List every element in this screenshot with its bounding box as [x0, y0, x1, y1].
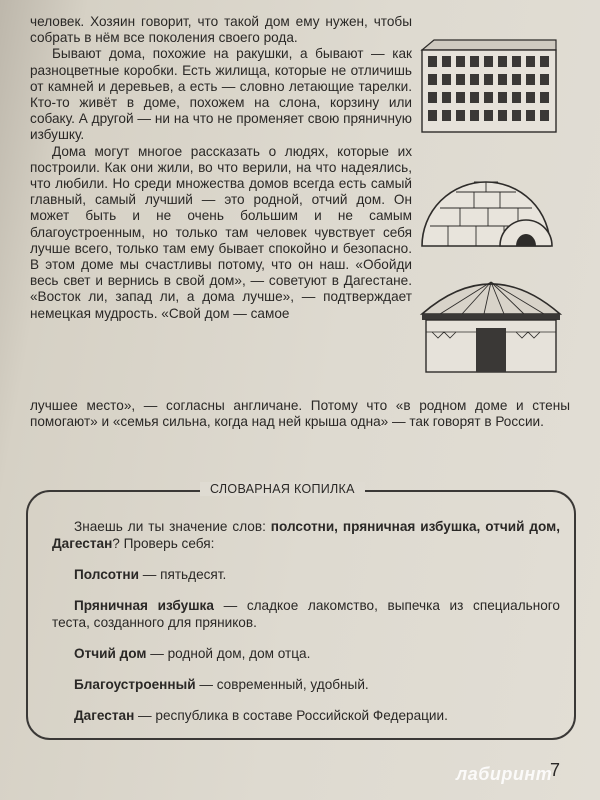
- glossary-title: СЛОВАРНАЯ КОПИЛКА: [200, 482, 365, 496]
- glossary-term: Дагестан: [74, 708, 135, 723]
- glossary-entry: [52, 597, 560, 631]
- igloo-illustration: [418, 148, 562, 252]
- main-text-column: [30, 14, 412, 322]
- glossary-definition: — сладкое лакомство, выпечка из специального теста, созданного для пряников.: [52, 598, 560, 630]
- glossary-entry: [52, 645, 560, 662]
- yurt-illustration: [418, 268, 564, 378]
- glossary-definition: — пятьдесят.: [138, 567, 227, 582]
- glossary-entry: [52, 676, 560, 693]
- glossary-intro-end: ? Проверь себя:: [112, 536, 215, 551]
- page-number: 7: [550, 760, 561, 780]
- glossary-entry: [52, 707, 560, 724]
- paragraph-3-end: лучшее место», — согласны англичане. Потому что «в родном доме и стены помогают» и «семья сильна, когда над ней крыша одна» — так говорят в России.: [30, 397, 570, 429]
- glossary-definition: — современный, удобный.: [195, 677, 369, 692]
- glossary-term: Пряничная избушка: [74, 598, 214, 613]
- glossary-term: Полсотни: [74, 567, 139, 582]
- paragraph-3-continued: [30, 384, 570, 444]
- glossary-intro: [52, 518, 560, 552]
- glossary-term: Отчий дом: [74, 646, 147, 661]
- paragraph-1: человек. Хозяин говорит, что такой дом ему нужен, чтобы собрать в нём все поколения своего рода.: [30, 14, 412, 46]
- paragraph-3: Дома могут многое рассказать о людях, которые их построили. Как они жили, во что верили, на что надеялись, что любили. Но среди множества домов всегда есть самый главный, самый лучший — это родной, отчий дом. Он может быть и не очень большим и не самым благоустроенным, но только там человек чувствует себя лучше всего, только там ему бывает спокойно и безопасно. В этом доме мы счастливы потому, что он наш. «Обойди весь свет и вернись в свой дом», — советуют в Дагестане. «Восток ли, запад ли, а дома лучше», — подтверждает немецкая мудрость. «Свой дом — самое: [30, 143, 412, 321]
- glossary-definition: — республика в составе Российской Федерации.: [134, 708, 448, 723]
- glossary-intro-start: Знаешь ли ты значение слов:: [74, 519, 271, 534]
- glossary-entry: [52, 566, 560, 583]
- watermark: лабиринт: [456, 764, 553, 784]
- glossary-intro-words: полсотни, пряничная избушка, отчий дом, Дагестан: [52, 519, 560, 551]
- apartment-building-illustration: [418, 36, 560, 136]
- glossary-definition: — родной дом, дом отца.: [146, 646, 311, 661]
- paragraph-2: Бывают дома, похожие на ракушки, а бывают — как разноцветные коробки. Есть жилища, которые не отличишь от камней и деревьев, а есть — словно летающие тарелки. Кто-то живёт в доме, похожем на слона, корзину или собаку. А другой — ни на что не променяет свою пряничную избушку.: [30, 46, 412, 143]
- glossary-content: [52, 518, 560, 738]
- glossary-term: Благоустроенный: [74, 677, 196, 692]
